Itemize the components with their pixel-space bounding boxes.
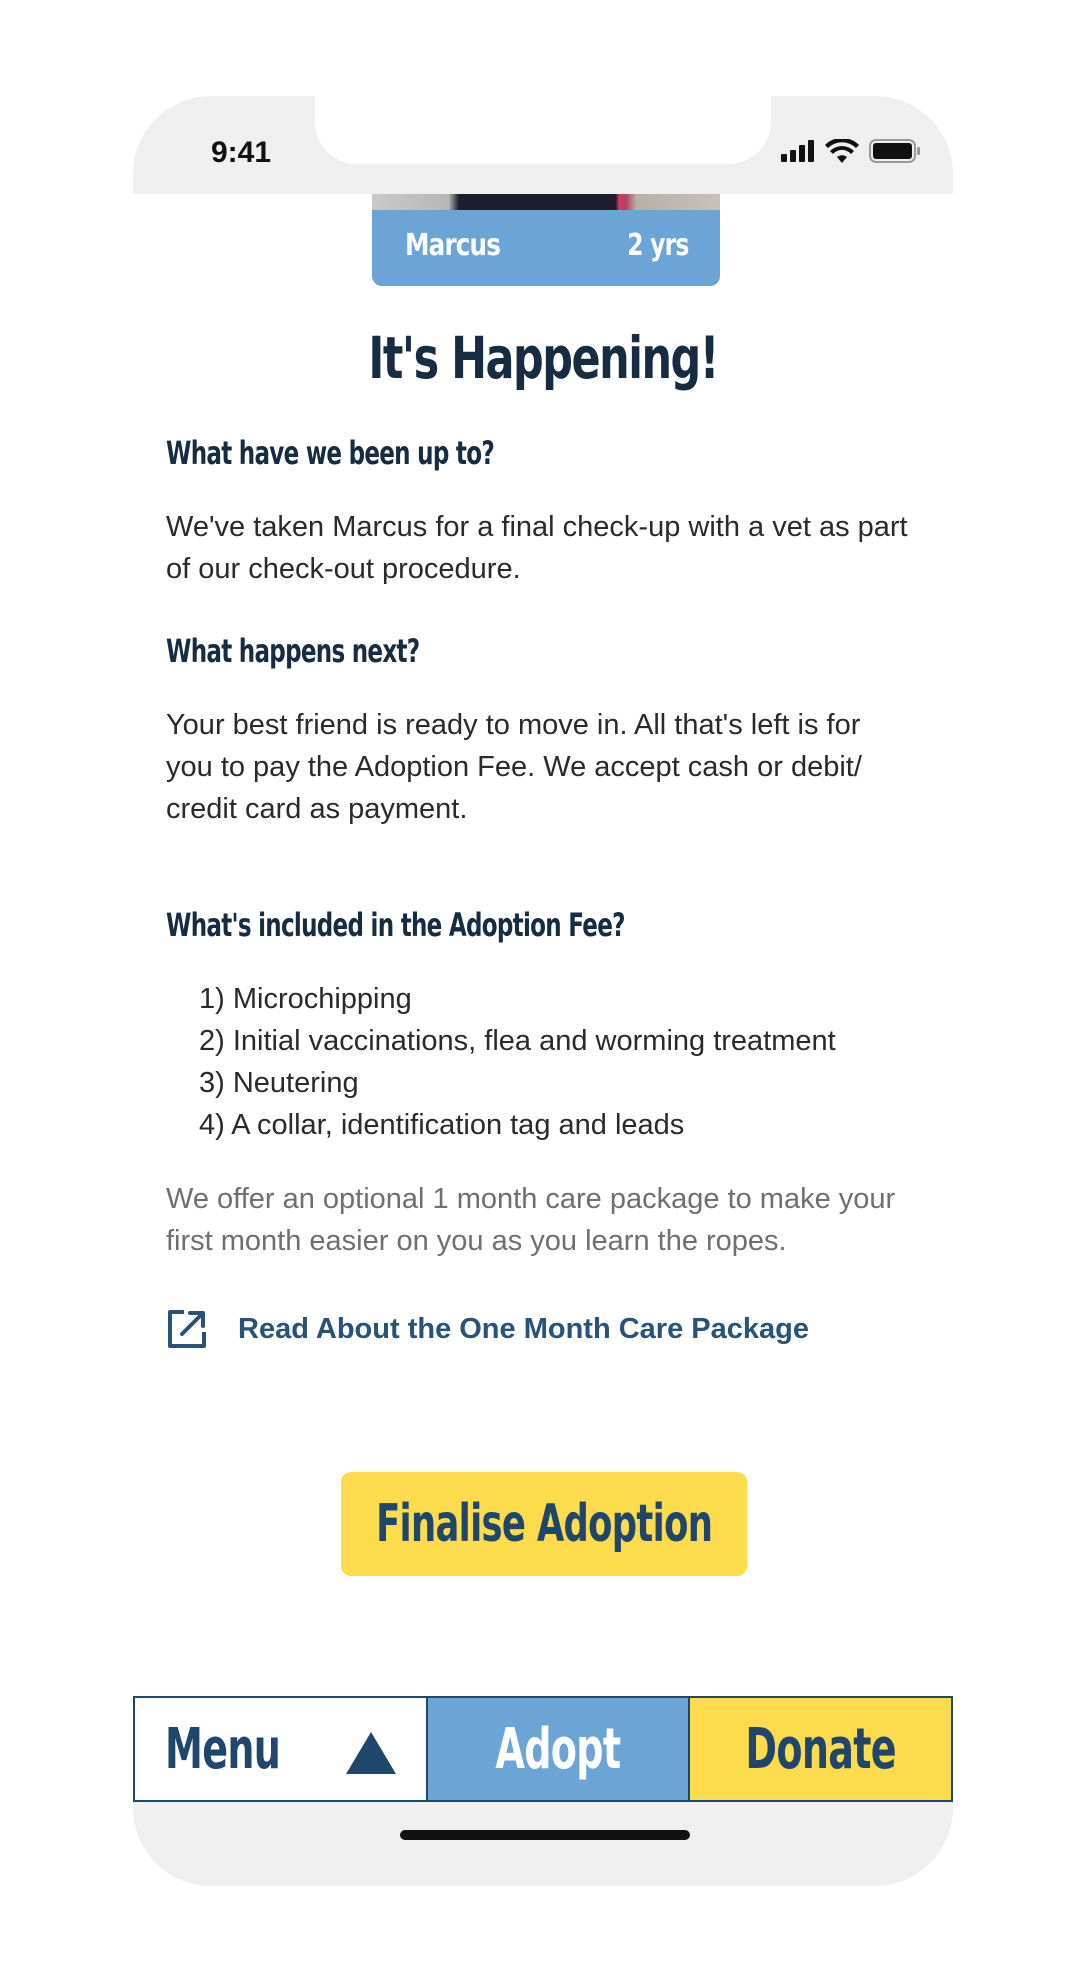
list-item: 4) A collar, identification tag and leads	[199, 1109, 685, 1141]
status-icons	[781, 134, 921, 168]
notch	[315, 96, 771, 164]
nav-menu-button[interactable]	[133, 1698, 428, 1800]
finalise-adoption-label: Finalise Adoption	[375, 1494, 713, 1554]
care-package-link[interactable]	[166, 1306, 809, 1352]
external-link-icon	[166, 1308, 208, 1350]
nav-menu-label: Menu	[165, 1716, 281, 1782]
page-title	[133, 324, 953, 392]
section-heading-next: What happens next?	[166, 632, 420, 670]
pet-photo	[372, 194, 720, 210]
nav-adopt-label: Adopt	[495, 1716, 621, 1782]
included-list	[199, 978, 836, 1146]
pet-age: 2 yrs	[627, 228, 689, 263]
home-indicator-area	[133, 1802, 953, 1886]
wifi-icon	[825, 139, 859, 163]
finalise-adoption-button[interactable]	[341, 1472, 747, 1576]
list-item: 1) Microchipping	[199, 983, 412, 1015]
section-body-up-to: We've taken Marcus for a final check-up with a vet as part of our check-out procedure.	[166, 511, 908, 585]
optional-care-note: We offer an optional 1 month care package to make your first month easier on you as you learn the ropes.	[166, 1183, 896, 1257]
triangle-up-icon	[346, 1732, 396, 1774]
status-time: 9:41	[211, 136, 272, 169]
section-body-next: Your best friend is ready to move in. All that's left is for you to pay the Adoption Fee. We accept cash or debit/ credit card as payment.	[166, 709, 862, 825]
list-item: 3) Neutering	[199, 1067, 359, 1099]
section-heading-up-to: What have we been up to?	[166, 434, 494, 472]
nav-donate-button[interactable]	[690, 1698, 953, 1800]
nav-donate-label: Donate	[745, 1716, 896, 1782]
home-indicator[interactable]	[400, 1830, 690, 1840]
bottom-nav	[133, 1696, 953, 1802]
list-item: 2) Initial vaccinations, flea and worming treatment	[199, 1025, 836, 1057]
battery-icon	[869, 139, 921, 163]
status-bar	[133, 96, 953, 194]
signal-icon	[781, 140, 815, 162]
section-heading-included: What's included in the Adoption Fee?	[166, 906, 625, 944]
pet-card[interactable]	[372, 194, 720, 286]
care-package-link-label[interactable]: Read About the One Month Care Package	[238, 1312, 809, 1345]
page-title-text: It's Happening!	[368, 324, 718, 392]
pet-name: Marcus	[405, 228, 501, 263]
phone-frame	[133, 96, 953, 1886]
nav-adopt-button[interactable]	[428, 1698, 691, 1800]
